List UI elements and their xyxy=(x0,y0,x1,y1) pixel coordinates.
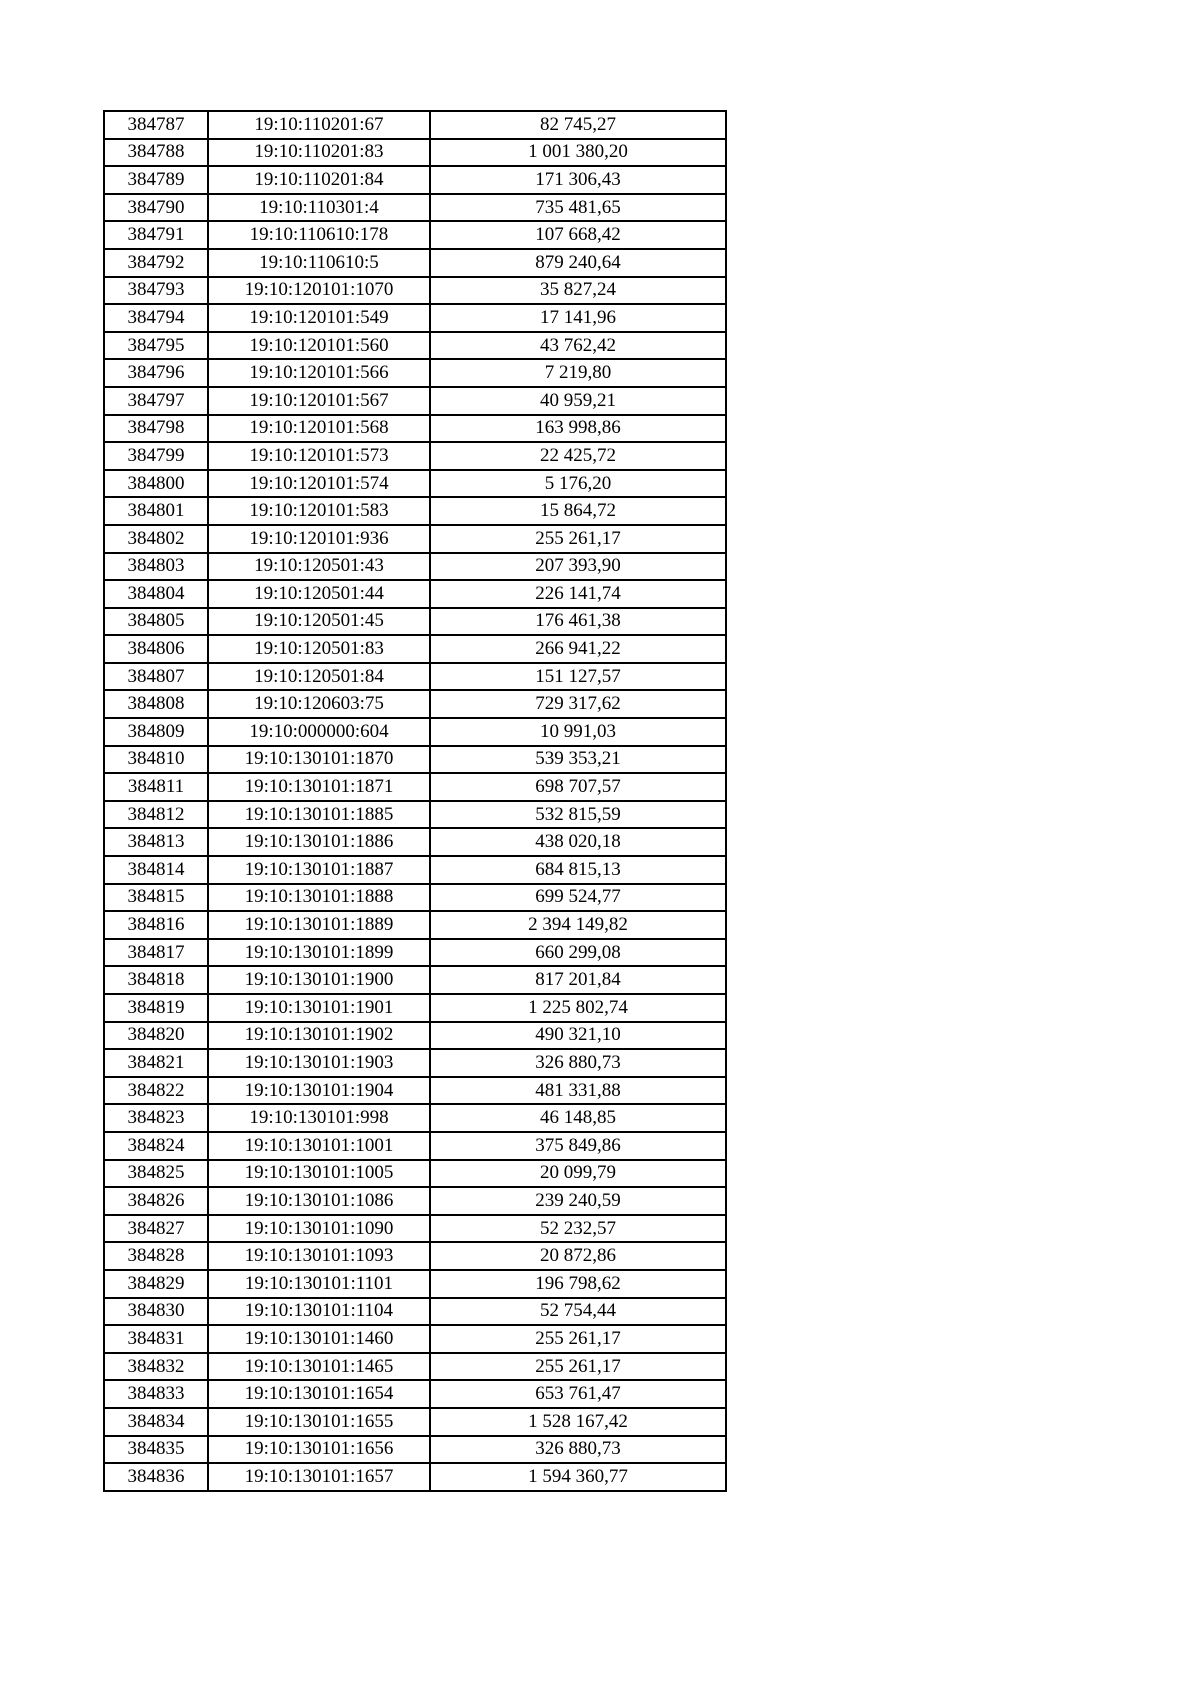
row-number-cell: 384816 xyxy=(104,911,208,939)
row-number-cell: 384828 xyxy=(104,1242,208,1270)
table-row xyxy=(104,994,726,1022)
cadastral-number-cell: 19:10:110201:67 xyxy=(208,111,430,139)
row-number-cell: 384827 xyxy=(104,1215,208,1243)
value-cell: 255 261,17 xyxy=(430,1325,726,1353)
cadastral-number-cell: 19:10:130101:1655 xyxy=(208,1408,430,1436)
table-row xyxy=(104,746,726,774)
cadastral-number-cell: 19:10:110201:84 xyxy=(208,166,430,194)
row-number-cell: 384796 xyxy=(104,359,208,387)
row-number-cell: 384812 xyxy=(104,801,208,829)
table-row xyxy=(104,332,726,360)
value-cell: 266 941,22 xyxy=(430,635,726,663)
cadastral-number-cell: 19:10:130101:1901 xyxy=(208,994,430,1022)
row-number-cell: 384831 xyxy=(104,1325,208,1353)
table-row xyxy=(104,663,726,691)
table-row xyxy=(104,580,726,608)
value-cell: 2 394 149,82 xyxy=(430,911,726,939)
table-row xyxy=(104,884,726,912)
cadastral-number-cell: 19:10:130101:1888 xyxy=(208,884,430,912)
value-cell: 239 240,59 xyxy=(430,1187,726,1215)
value-cell: 176 461,38 xyxy=(430,608,726,636)
cadastral-number-cell: 19:10:120501:45 xyxy=(208,608,430,636)
row-number-cell: 384834 xyxy=(104,1408,208,1436)
value-cell: 255 261,17 xyxy=(430,1353,726,1381)
row-number-cell: 384800 xyxy=(104,470,208,498)
value-cell: 15 864,72 xyxy=(430,497,726,525)
row-number-cell: 384824 xyxy=(104,1132,208,1160)
value-cell: 151 127,57 xyxy=(430,663,726,691)
table-row xyxy=(104,1242,726,1270)
row-number-cell: 384829 xyxy=(104,1270,208,1298)
value-cell: 735 481,65 xyxy=(430,194,726,222)
value-cell: 20 099,79 xyxy=(430,1160,726,1188)
cadastral-number-cell: 19:10:130101:1900 xyxy=(208,966,430,994)
cadastral-number-cell: 19:10:130101:1902 xyxy=(208,1022,430,1050)
row-number-cell: 384797 xyxy=(104,387,208,415)
cadastral-number-cell: 19:10:120101:936 xyxy=(208,525,430,553)
table-row xyxy=(104,1270,726,1298)
table-row xyxy=(104,553,726,581)
table-row xyxy=(104,277,726,305)
value-cell: 255 261,17 xyxy=(430,525,726,553)
table-row xyxy=(104,773,726,801)
row-number-cell: 384807 xyxy=(104,663,208,691)
table-row xyxy=(104,139,726,167)
table-row xyxy=(104,690,726,718)
row-number-cell: 384789 xyxy=(104,166,208,194)
table-row xyxy=(104,1132,726,1160)
row-number-cell: 384806 xyxy=(104,635,208,663)
value-cell: 171 306,43 xyxy=(430,166,726,194)
row-number-cell: 384819 xyxy=(104,994,208,1022)
row-number-cell: 384798 xyxy=(104,415,208,443)
value-cell: 699 524,77 xyxy=(430,884,726,912)
value-cell: 539 353,21 xyxy=(430,746,726,774)
cadastral-number-cell: 19:10:120101:566 xyxy=(208,359,430,387)
value-cell: 10 991,03 xyxy=(430,718,726,746)
row-number-cell: 384815 xyxy=(104,884,208,912)
cadastral-number-cell: 19:10:130101:1886 xyxy=(208,828,430,856)
table-row xyxy=(104,911,726,939)
value-cell: 1 001 380,20 xyxy=(430,139,726,167)
value-cell: 438 020,18 xyxy=(430,828,726,856)
value-cell: 52 232,57 xyxy=(430,1215,726,1243)
row-number-cell: 384826 xyxy=(104,1187,208,1215)
value-cell: 684 815,13 xyxy=(430,856,726,884)
table-row xyxy=(104,415,726,443)
row-number-cell: 384808 xyxy=(104,690,208,718)
value-cell: 698 707,57 xyxy=(430,773,726,801)
row-number-cell: 384823 xyxy=(104,1104,208,1132)
table-row xyxy=(104,166,726,194)
table-row xyxy=(104,828,726,856)
cadastral-number-cell: 19:10:130101:1001 xyxy=(208,1132,430,1160)
table-row xyxy=(104,442,726,470)
cadastral-number-cell: 19:10:120101:583 xyxy=(208,497,430,525)
value-cell: 481 331,88 xyxy=(430,1077,726,1105)
cadastral-number-cell: 19:10:120501:43 xyxy=(208,553,430,581)
value-cell: 163 998,86 xyxy=(430,415,726,443)
value-cell: 22 425,72 xyxy=(430,442,726,470)
table-row xyxy=(104,801,726,829)
value-cell: 43 762,42 xyxy=(430,332,726,360)
value-cell: 35 827,24 xyxy=(430,277,726,305)
cadastral-number-cell: 19:10:120101:568 xyxy=(208,415,430,443)
cadastral-number-cell: 19:10:130101:1657 xyxy=(208,1463,430,1491)
table-row xyxy=(104,1077,726,1105)
cadastral-number-cell: 19:10:110610:5 xyxy=(208,249,430,277)
cadastral-number-cell: 19:10:120101:549 xyxy=(208,304,430,332)
value-cell: 375 849,86 xyxy=(430,1132,726,1160)
table-row xyxy=(104,608,726,636)
table-row xyxy=(104,939,726,967)
row-number-cell: 384833 xyxy=(104,1380,208,1408)
cadastral-number-cell: 19:10:120603:75 xyxy=(208,690,430,718)
row-number-cell: 384791 xyxy=(104,221,208,249)
value-cell: 653 761,47 xyxy=(430,1380,726,1408)
value-cell: 107 668,42 xyxy=(430,221,726,249)
cadastral-number-cell: 19:10:120101:567 xyxy=(208,387,430,415)
table-row xyxy=(104,304,726,332)
row-number-cell: 384836 xyxy=(104,1463,208,1491)
cadastral-number-cell: 19:10:120501:44 xyxy=(208,580,430,608)
row-number-cell: 384804 xyxy=(104,580,208,608)
cadastral-number-cell: 19:10:120101:1070 xyxy=(208,277,430,305)
cadastral-number-cell: 19:10:130101:998 xyxy=(208,1104,430,1132)
table-row xyxy=(104,359,726,387)
cadastral-number-cell: 19:10:130101:1904 xyxy=(208,1077,430,1105)
value-cell: 879 240,64 xyxy=(430,249,726,277)
value-cell: 40 959,21 xyxy=(430,387,726,415)
row-number-cell: 384810 xyxy=(104,746,208,774)
value-cell: 17 141,96 xyxy=(430,304,726,332)
table-row xyxy=(104,1353,726,1381)
row-number-cell: 384803 xyxy=(104,553,208,581)
cadastral-number-cell: 19:10:130101:1101 xyxy=(208,1270,430,1298)
cadastral-number-cell: 19:10:130101:1871 xyxy=(208,773,430,801)
row-number-cell: 384795 xyxy=(104,332,208,360)
table-row xyxy=(104,1049,726,1077)
table-row xyxy=(104,497,726,525)
cadastral-number-cell: 19:10:130101:1899 xyxy=(208,939,430,967)
value-cell: 5 176,20 xyxy=(430,470,726,498)
table-row xyxy=(104,470,726,498)
value-cell: 1 528 167,42 xyxy=(430,1408,726,1436)
cadastral-number-cell: 19:10:130101:1885 xyxy=(208,801,430,829)
cadastral-number-cell: 19:10:130101:1870 xyxy=(208,746,430,774)
cadastral-number-cell: 19:10:120501:84 xyxy=(208,663,430,691)
value-cell: 82 745,27 xyxy=(430,111,726,139)
table-row xyxy=(104,525,726,553)
cadastral-number-cell: 19:10:130101:1104 xyxy=(208,1298,430,1326)
row-number-cell: 384818 xyxy=(104,966,208,994)
table-row xyxy=(104,1380,726,1408)
row-number-cell: 384805 xyxy=(104,608,208,636)
cadastral-number-cell: 19:10:120501:83 xyxy=(208,635,430,663)
table-row xyxy=(104,1298,726,1326)
table-row xyxy=(104,387,726,415)
table-row xyxy=(104,1022,726,1050)
value-cell: 532 815,59 xyxy=(430,801,726,829)
row-number-cell: 384813 xyxy=(104,828,208,856)
value-cell: 817 201,84 xyxy=(430,966,726,994)
table-row xyxy=(104,1325,726,1353)
value-cell: 1 594 360,77 xyxy=(430,1463,726,1491)
cadastral-number-cell: 19:10:130101:1887 xyxy=(208,856,430,884)
cadastral-number-cell: 19:10:130101:1090 xyxy=(208,1215,430,1243)
value-cell: 490 321,10 xyxy=(430,1022,726,1050)
row-number-cell: 384793 xyxy=(104,277,208,305)
cadastral-value-table xyxy=(103,110,727,1492)
cadastral-number-cell: 19:10:130101:1005 xyxy=(208,1160,430,1188)
row-number-cell: 384830 xyxy=(104,1298,208,1326)
cadastral-number-cell: 19:10:120101:574 xyxy=(208,470,430,498)
table-row xyxy=(104,221,726,249)
row-number-cell: 384787 xyxy=(104,111,208,139)
row-number-cell: 384790 xyxy=(104,194,208,222)
value-cell: 196 798,62 xyxy=(430,1270,726,1298)
row-number-cell: 384794 xyxy=(104,304,208,332)
value-cell: 46 148,85 xyxy=(430,1104,726,1132)
table-body xyxy=(104,111,726,1491)
cadastral-number-cell: 19:10:130101:1889 xyxy=(208,911,430,939)
cadastral-number-cell: 19:10:110201:83 xyxy=(208,139,430,167)
value-cell: 207 393,90 xyxy=(430,553,726,581)
table-row xyxy=(104,194,726,222)
table-row xyxy=(104,1215,726,1243)
value-cell: 1 225 802,74 xyxy=(430,994,726,1022)
cadastral-number-cell: 19:10:130101:1654 xyxy=(208,1380,430,1408)
table-row xyxy=(104,635,726,663)
cadastral-number-cell: 19:10:120101:560 xyxy=(208,332,430,360)
table-row xyxy=(104,111,726,139)
cadastral-number-cell: 19:10:130101:1086 xyxy=(208,1187,430,1215)
table-row xyxy=(104,1104,726,1132)
table-row xyxy=(104,1436,726,1464)
cadastral-number-cell: 19:10:110301:4 xyxy=(208,194,430,222)
cadastral-number-cell: 19:10:130101:1460 xyxy=(208,1325,430,1353)
row-number-cell: 384820 xyxy=(104,1022,208,1050)
table-row xyxy=(104,1463,726,1491)
value-cell: 326 880,73 xyxy=(430,1049,726,1077)
cadastral-number-cell: 19:10:120101:573 xyxy=(208,442,430,470)
table-row xyxy=(104,1408,726,1436)
cadastral-number-cell: 19:10:110610:178 xyxy=(208,221,430,249)
row-number-cell: 384792 xyxy=(104,249,208,277)
value-cell: 326 880,73 xyxy=(430,1436,726,1464)
value-cell: 729 317,62 xyxy=(430,690,726,718)
row-number-cell: 384835 xyxy=(104,1436,208,1464)
table-row xyxy=(104,718,726,746)
row-number-cell: 384822 xyxy=(104,1077,208,1105)
row-number-cell: 384814 xyxy=(104,856,208,884)
value-cell: 226 141,74 xyxy=(430,580,726,608)
cadastral-number-cell: 19:10:130101:1903 xyxy=(208,1049,430,1077)
table-row xyxy=(104,249,726,277)
cadastral-number-cell: 19:10:000000:604 xyxy=(208,718,430,746)
value-cell: 20 872,86 xyxy=(430,1242,726,1270)
cadastral-number-cell: 19:10:130101:1465 xyxy=(208,1353,430,1381)
table-row xyxy=(104,856,726,884)
row-number-cell: 384801 xyxy=(104,497,208,525)
table-row xyxy=(104,1160,726,1188)
row-number-cell: 384832 xyxy=(104,1353,208,1381)
row-number-cell: 384825 xyxy=(104,1160,208,1188)
row-number-cell: 384817 xyxy=(104,939,208,967)
row-number-cell: 384811 xyxy=(104,773,208,801)
row-number-cell: 384802 xyxy=(104,525,208,553)
row-number-cell: 384799 xyxy=(104,442,208,470)
table-row xyxy=(104,966,726,994)
row-number-cell: 384809 xyxy=(104,718,208,746)
row-number-cell: 384788 xyxy=(104,139,208,167)
value-cell: 7 219,80 xyxy=(430,359,726,387)
value-cell: 52 754,44 xyxy=(430,1298,726,1326)
cadastral-number-cell: 19:10:130101:1656 xyxy=(208,1436,430,1464)
table-row xyxy=(104,1187,726,1215)
row-number-cell: 384821 xyxy=(104,1049,208,1077)
cadastral-number-cell: 19:10:130101:1093 xyxy=(208,1242,430,1270)
value-cell: 660 299,08 xyxy=(430,939,726,967)
